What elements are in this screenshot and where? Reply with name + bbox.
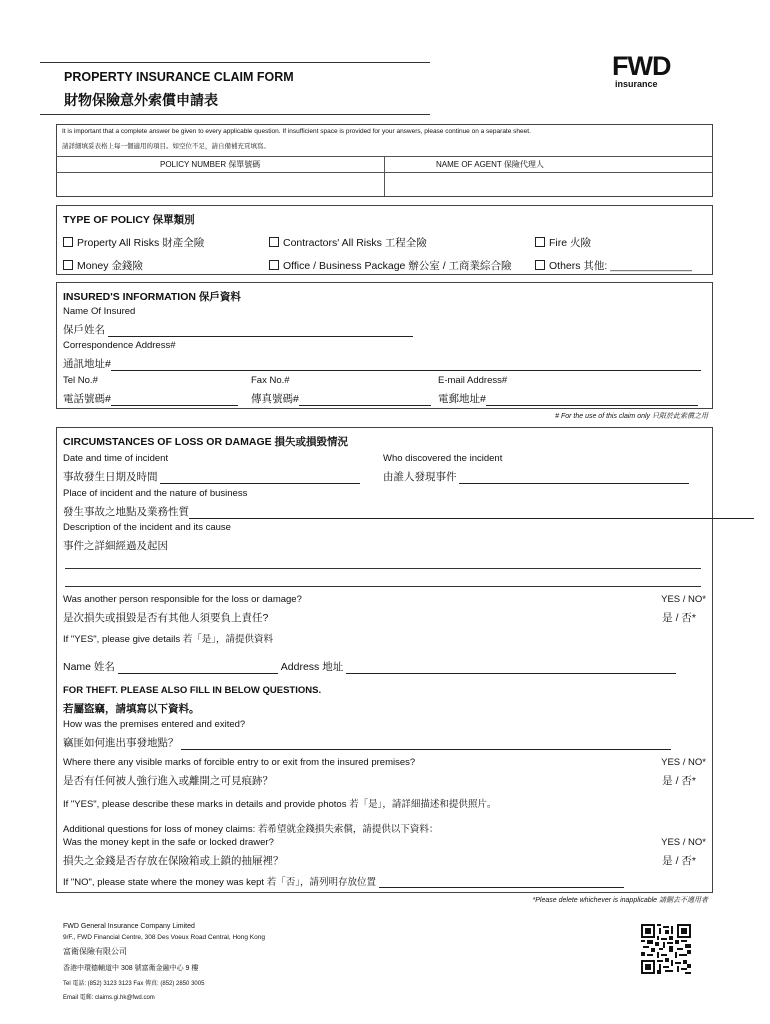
option-label: Fire 火險 — [549, 237, 591, 249]
option-label: Contractors' All Risks 工程全險 — [283, 237, 427, 249]
desc-label-zh: 事件之詳細經過及起因 — [63, 540, 168, 552]
tel-field[interactable] — [63, 391, 238, 406]
fwd-logo — [612, 52, 692, 92]
insured-note: # For the use of this claim only 只限於此索償之用 — [555, 413, 708, 420]
marks-detail-label: If "YES", please describe these marks in details and provide photos 若「是」，請詳細描述和提供照片。 — [63, 799, 497, 810]
insured-heading: INSURED'S INFORMATION 保戶資料 — [63, 291, 241, 303]
entered-label-zh: 竊匪如何進出事發地點？ — [63, 737, 179, 749]
form-title-en: PROPERTY INSURANCE CLAIM FORM — [64, 70, 294, 84]
entered-label-en: How was the premises entered and exited? — [63, 719, 246, 730]
tel-label-en: Tel No.# — [63, 375, 98, 386]
desc-label-en: Description of the incident and its cause — [63, 522, 231, 533]
name-label: Name 姓名 — [63, 661, 115, 673]
money-intro-label: Additional questions for loss of money claims: 若希望就金錢損失索償，請提供以下資料： — [63, 824, 439, 835]
option-label: Office / Business Package 辦公室 / 工商業綜合險 — [283, 260, 512, 272]
checkbox-icon[interactable] — [269, 260, 279, 270]
place-field[interactable] — [63, 504, 754, 519]
place-label-zh: 發生事故之地點及業務性質 — [63, 506, 189, 518]
delete-note: *Please delete whichever is inapplicable 請刪去不適用者 — [532, 897, 708, 904]
desc-line-1[interactable] — [65, 568, 701, 569]
option-office-business-package[interactable] — [269, 258, 512, 273]
agent-field[interactable] — [386, 174, 710, 194]
address-label-zh: 通訊地址# — [63, 358, 111, 370]
date-label-en: Date and time of incident — [63, 453, 169, 464]
loss-heading: CIRCUMSTANCES OF LOSS OR DAMAGE 損失或損毀情況 — [63, 436, 349, 448]
place-label-en: Place of incident and the nature of business — [63, 488, 248, 499]
address-label: Address 地址 — [280, 661, 344, 673]
fwd-logo-sub: insurance — [615, 79, 658, 89]
date-field[interactable] — [63, 469, 360, 484]
policy-type-heading: TYPE OF POLICY 保單類別 — [63, 214, 195, 226]
option-others[interactable] — [535, 258, 692, 273]
q1-yesno-zh[interactable]: 是 / 否* — [662, 612, 696, 624]
policy-number-label: POLICY NUMBER 保單號碼 — [160, 160, 261, 169]
agent-label: NAME OF AGENT 保險代理人 — [436, 160, 544, 169]
qr-code — [641, 924, 691, 974]
option-money[interactable] — [63, 258, 143, 273]
checkbox-icon[interactable] — [535, 260, 545, 270]
desc-line-2[interactable] — [65, 586, 701, 587]
option-label: Others 其他: ______________ — [549, 260, 693, 272]
insured-name-label-zh: 保戶姓名 — [63, 324, 105, 336]
checkbox-icon[interactable] — [63, 260, 73, 270]
fax-label-en: Fax No.# — [251, 375, 290, 386]
marks-yesno-zh[interactable]: 是 / 否* — [662, 775, 696, 787]
option-label: Money 金錢險 — [77, 260, 143, 272]
q1-detail-label: If "YES", please give details 若「是」，請提供資料 — [63, 634, 274, 645]
fax-label-zh: 傳真號碼# — [251, 393, 299, 405]
checkbox-icon[interactable] — [535, 237, 545, 247]
option-label: Property All Risks 財產全險 — [77, 237, 205, 249]
safe-label-zh: 損失之金錢是否存放在保險箱或上鎖的抽屜裡？ — [63, 855, 284, 867]
fax-field[interactable] — [251, 391, 431, 406]
email-field[interactable] — [438, 391, 698, 406]
form-title-zh: 財物保險意外索償申請表 — [64, 92, 218, 108]
footer-address-zh: 香港中環德輔道中 308 號富衛金融中心 9 樓 — [63, 965, 199, 972]
email-label-zh: 電郵地址# — [438, 393, 486, 405]
marks-label-zh: 是否有任何被人強行進入或離開之可見痕跡？ — [63, 775, 273, 787]
option-fire[interactable] — [535, 235, 591, 250]
safe-yesno-en[interactable]: YES / NO* — [661, 837, 706, 848]
address-label-en: Correspondence Address# — [63, 340, 176, 351]
responsible-name-field[interactable] — [63, 659, 676, 674]
no-detail-label: If "NO", please state where the money was kept 若「否」，請列明存放位置 — [63, 877, 376, 888]
option-property-all-risks[interactable] — [63, 235, 204, 250]
q1-label-zh: 是次損失或損毀是否有其他人須要負上責任? — [63, 612, 269, 624]
who-field[interactable] — [383, 469, 689, 484]
insured-name-label-en: Name Of Insured — [63, 306, 136, 317]
address-field[interactable] — [63, 356, 701, 371]
safe-yesno-zh[interactable]: 是 / 否* — [662, 855, 696, 867]
footer-tel: Tel 電話: (852) 3123 3123 Fax 傳真: (852) 2850 3005 — [63, 981, 205, 987]
tel-label-zh: 電話號碼# — [63, 393, 111, 405]
who-label-zh: 由誰人發現事件 — [383, 471, 457, 483]
checkbox-icon[interactable] — [63, 237, 73, 247]
footer-email: Email 電郵: claims.gi.hk@fwd.com — [63, 995, 155, 1001]
date-label-zh: 事故發生日期及時間 — [63, 471, 158, 483]
marks-label-en: Where there any visible marks of forcible entry to or exit from the insured premises? — [63, 757, 416, 768]
email-label-en: E-mail Address# — [438, 375, 508, 386]
entered-field[interactable] — [63, 735, 671, 750]
marks-yesno-en[interactable]: YES / NO* — [661, 757, 706, 768]
footer-company-zh: 富衛保險有限公司 — [63, 947, 127, 956]
money-location-field[interactable] — [63, 874, 624, 888]
q1-label-en: Was another person responsible for the loss or damage? — [63, 594, 302, 605]
footer-address-en: 9/F., FWD Financial Centre, 308 Des Voeux Road Central, Hong Kong — [63, 934, 265, 941]
intro-line-zh: 請詳細填妥表格上每一個適用的項目。如空位不足，請自備補充頁填寫。 — [62, 143, 270, 150]
checkbox-icon[interactable] — [269, 237, 279, 247]
option-contractors-all-risks[interactable] — [269, 235, 427, 250]
theft-heading-zh: 若屬盜竊，請填寫以下資料。 — [63, 703, 200, 715]
theft-heading-en: FOR THEFT. PLEASE ALSO FILL IN BELOW QUESTIONS. — [63, 685, 322, 696]
fwd-logo-text: FWD — [612, 51, 671, 81]
safe-label-en: Was the money kept in the safe or locked drawer? — [63, 837, 274, 848]
footer-company-en: FWD General Insurance Company Limited — [63, 923, 195, 930]
policy-number-field[interactable] — [58, 174, 382, 194]
who-label-en: Who discovered the incident — [383, 453, 503, 464]
insured-name-field[interactable] — [63, 322, 413, 337]
intro-line-en: It is important that a complete answer be given to every applicable question. If insufficient space is provided for your answers, please continue on a separate sheet. — [62, 128, 531, 135]
q1-yesno-en[interactable]: YES / NO* — [661, 594, 706, 605]
